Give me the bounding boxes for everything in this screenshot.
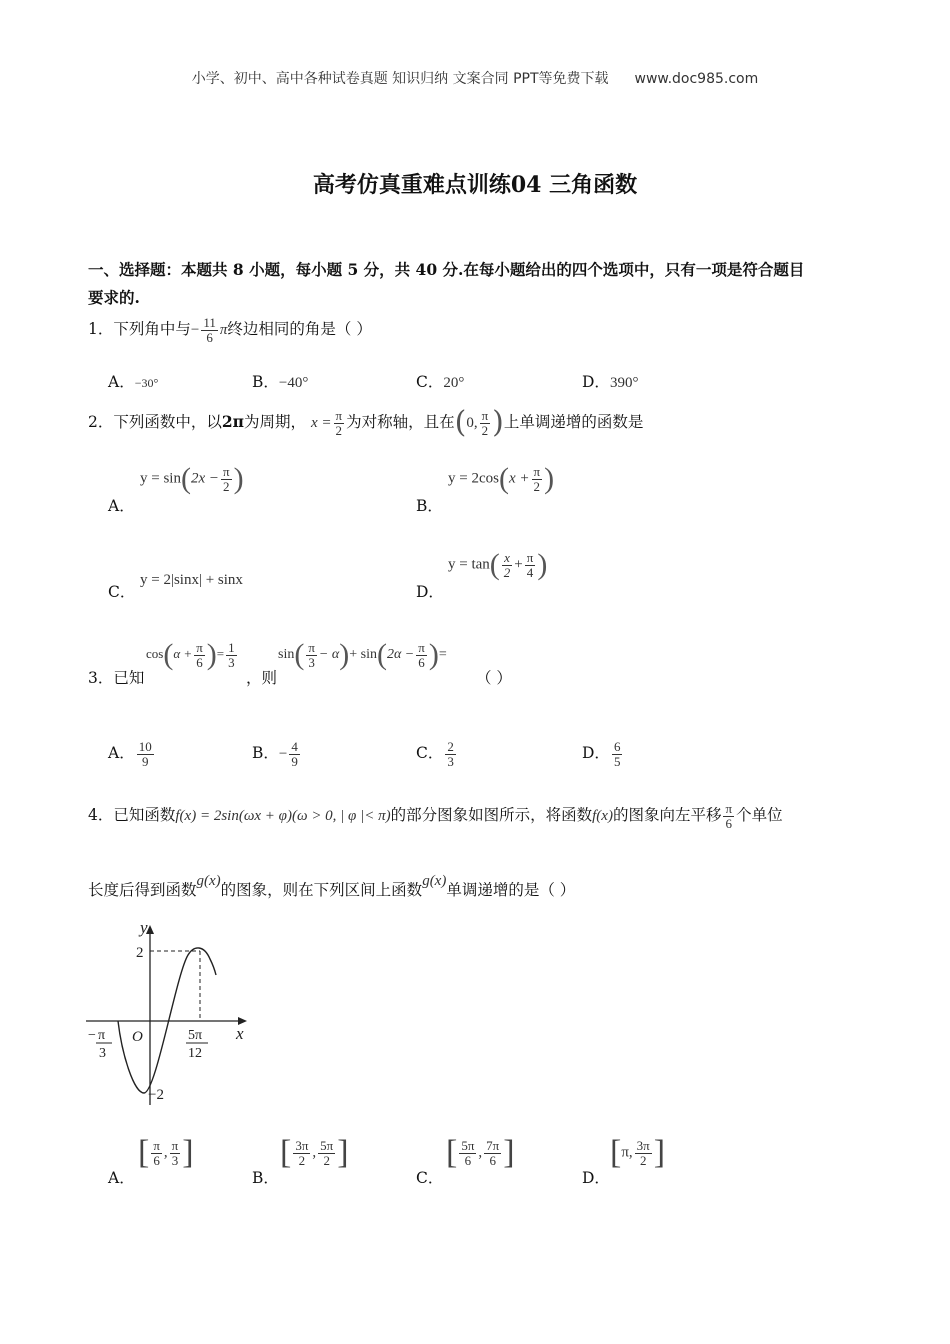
q2-a-lparen: (: [180, 462, 191, 495]
graph-origin-label: O: [132, 1029, 143, 1045]
q3-a-den: 9: [141, 753, 149, 769]
q3-target-expr: [278, 640, 447, 670]
graph-y-max-label: 2: [136, 945, 144, 961]
q3-option-c-label: C．: [416, 744, 444, 763]
q1-lead: 1．下列角中与: [88, 320, 191, 339]
q3-c-den: 6: [196, 654, 203, 670]
q3-sin1: sin: [278, 647, 295, 663]
q4-b-num1: 3π: [295, 1137, 309, 1153]
q4-gx2: g(x): [422, 873, 447, 889]
q4-a-frac2: [170, 1139, 181, 1167]
graph-x-right-num: 5π: [188, 1028, 203, 1043]
q3-c-opt-num: 2: [447, 739, 454, 754]
q2-axis-fraction: [334, 409, 345, 437]
q1-frac-num: 11: [203, 315, 216, 330]
q2-a-fraction: [221, 465, 232, 493]
graph-x-right-den: 12: [188, 1046, 202, 1061]
q2-d-lparen: (: [489, 548, 500, 581]
question-3-lead: 3．已知: [88, 669, 145, 687]
q2-lead: 2．下列函数中，以: [88, 413, 222, 431]
q2-mid: 为周期，: [244, 413, 307, 431]
page-title: 高考仿真重难点训练04 三角函数: [312, 172, 638, 198]
q4-a-rbracket: ]: [182, 1134, 194, 1171]
q4-b-num2: 5π: [320, 1137, 334, 1153]
q3-a-num: 10: [138, 739, 152, 754]
q1-option-d-label: D．: [582, 373, 610, 391]
q2-option-d-label[interactable]: D．: [416, 583, 444, 601]
q4-tail: 个单位: [736, 806, 783, 825]
q3-option-a[interactable]: [108, 740, 156, 768]
graph-x-left-num: π: [98, 1028, 106, 1043]
q1-option-d-value: 390°: [609, 375, 639, 391]
q4-shift-fraction: [723, 802, 734, 830]
q4-a-den2: 3: [171, 1152, 179, 1168]
q2-option-c-expr: y = 2|sinx| + sinx: [140, 572, 243, 588]
graph-x-left-den: 3: [99, 1046, 106, 1061]
q4-option-d-interval: [610, 1136, 665, 1170]
q3-s1-den: 3: [308, 654, 315, 670]
q3-v-den: 3: [228, 654, 235, 670]
q2-period: 2π: [221, 412, 245, 431]
q3-cos-fraction: [194, 641, 205, 669]
page-header: [0, 68, 950, 88]
q3-eq2: =: [438, 647, 447, 663]
q4-d-frac2: [635, 1139, 652, 1167]
q3-s1-num: π: [308, 639, 315, 655]
q3-eq: =: [216, 645, 225, 661]
q2-axis-x: x =: [310, 415, 332, 431]
q4-line2-b: 的图象，则在下列区间上函数: [220, 881, 423, 899]
q1-sign: −: [190, 322, 200, 339]
q3-option-b-label: B．: [252, 744, 279, 763]
q1-option-b[interactable]: [252, 370, 308, 392]
section-heading-line2: 要求的.: [88, 288, 140, 307]
q2-axis-num: π: [335, 407, 343, 423]
q1-option-b-value: −40°: [278, 375, 309, 391]
q2-option-c-label[interactable]: C．: [108, 583, 136, 601]
q4-b-rbracket: ]: [337, 1134, 349, 1171]
q3-s2-fraction: [416, 641, 427, 669]
q2-a-inner: 2x −: [190, 470, 219, 487]
q2-d-xden: 2: [503, 564, 511, 580]
q3-d-den: 5: [613, 753, 621, 769]
q4-mid2: 的图象向左平移: [612, 806, 722, 825]
q3-alpha: α +: [173, 645, 193, 661]
q2-option-a-label[interactable]: A．: [108, 497, 135, 515]
q3-d-num: 6: [613, 739, 621, 754]
q1-option-c[interactable]: [416, 370, 464, 392]
q3-v-num: 1: [228, 639, 235, 655]
q2-d-den: 4: [526, 564, 534, 580]
question-4-line1: [88, 802, 783, 830]
q4-option-a-interval: [ $\frac{\pi}{6}$ , $\frac{\pi}{3}$ ]: [138, 1134, 194, 1171]
graph-y-min-label: −2: [148, 1087, 164, 1103]
q3-then: ，则: [246, 669, 278, 687]
q2-option-a-expr: [140, 464, 244, 494]
q4-option-a-label[interactable]: A．: [108, 1169, 135, 1187]
q2-b-pre: y = 2cos: [448, 470, 499, 487]
q2-a-num: π: [223, 463, 230, 479]
q3-b-den: 9: [291, 753, 298, 769]
q3-s1-rparen: ): [339, 638, 350, 671]
q4-d-num2: 3π: [636, 1137, 650, 1153]
section-heading-line1: 一、选择题：本题共 8 小题，每小题 5 分，共 40 分.在每小题给出的四个选项中，只有一项是符合题目: [88, 260, 805, 279]
q3-option-a-fraction: [137, 740, 154, 768]
q2-int-a: 0,: [466, 415, 478, 431]
q4-shift-num: π: [725, 801, 733, 816]
q3-option-d-fraction: [612, 740, 623, 768]
q3-plus: + sin: [349, 647, 377, 663]
q4-b-den1: 2: [298, 1152, 306, 1168]
q4-a-frac1: [151, 1139, 162, 1167]
q2-int-den: 2: [481, 422, 489, 438]
q3-cos-lparen: (: [163, 638, 174, 671]
q4-option-c-label[interactable]: C．: [416, 1169, 444, 1187]
q4-shift-den: 6: [725, 815, 733, 831]
q3-option-b-fraction: [289, 740, 300, 768]
q1-option-a-value: −30°: [134, 376, 159, 390]
q4-b-frac1: [293, 1139, 310, 1167]
q2-b-num: π: [533, 463, 541, 479]
q4-line2-a: 长度后得到函数: [88, 881, 197, 899]
q3-cos: cos: [146, 645, 164, 661]
q2-int-fraction: [480, 409, 491, 437]
graph-x-left-sign: −: [88, 1028, 96, 1043]
q2-d-xnum: x: [504, 549, 510, 565]
q4-a-lbracket: [: [138, 1134, 150, 1171]
q3-b-sign: −: [278, 746, 288, 763]
q4-d-rbracket: ]: [653, 1134, 666, 1171]
q3-option-c[interactable]: [416, 740, 458, 768]
q2-int-num: π: [481, 407, 489, 423]
q4-lead: 4．已知函数: [88, 806, 176, 825]
q2-d-fraction: [525, 551, 536, 579]
q4-d-lbracket: [: [610, 1134, 622, 1171]
q4-option-c-interval: [ $\frac{5\pi}{6}$ , $\frac{7\pi}{6}$ ]: [446, 1134, 515, 1171]
q4-c-num2: 7π: [486, 1137, 500, 1153]
q2-d-xfraction: [502, 551, 513, 579]
q4-c-rbracket: ]: [503, 1134, 515, 1171]
q2-b-den: 2: [533, 478, 541, 494]
q4-b-lbracket: [: [280, 1134, 292, 1171]
q2-mid2: 为对称轴，且在: [346, 413, 455, 431]
q4-c-lbracket: [: [446, 1134, 458, 1171]
question-1-stem: [88, 316, 372, 344]
q2-open-paren: (: [454, 405, 467, 440]
q3-s2-lparen: (: [376, 638, 387, 671]
q1-tail: 终边相同的角是（ ）: [227, 320, 372, 339]
question-4-line2: [88, 873, 576, 900]
q3-s1-fraction: [306, 641, 317, 669]
q3-c-opt-den: 3: [447, 753, 454, 769]
header-text: 小学、初中、高中各种试卷真题 知识归纳 文案合同 PPT等免费下载: [191, 71, 609, 87]
q2-axis-den: 2: [335, 422, 343, 438]
q3-cos-rparen: ): [206, 638, 217, 671]
q4-option-b-interval: [ $\frac{3\pi}{2}$ , $\frac{5\pi}{2}$ ]: [280, 1134, 349, 1171]
q3-c-num: π: [196, 639, 203, 655]
q3-option-d[interactable]: [582, 740, 624, 768]
q2-option-b-expr: [448, 464, 554, 494]
q3-option-b[interactable]: [252, 740, 302, 768]
q4-option-d-label[interactable]: D．: [582, 1169, 610, 1187]
q3-s1-lparen: (: [294, 638, 305, 671]
q2-d-plus: +: [514, 556, 523, 573]
q1-option-c-label: C．: [416, 373, 444, 391]
q1-option-c-value: 20°: [443, 375, 465, 391]
q4-a-num1: π: [153, 1137, 160, 1153]
q2-b-fraction: [532, 465, 543, 493]
q3-option-d-label: D．: [582, 744, 610, 763]
q4-b-frac2: [318, 1139, 335, 1167]
q4-a-num2: π: [171, 1137, 179, 1153]
q3-option-a-label: A．: [108, 744, 135, 763]
q2-b-lparen: (: [498, 462, 509, 495]
q4-c-frac2: [484, 1139, 501, 1167]
q4-c-frac1: [459, 1139, 476, 1167]
q4-a-den1: 6: [153, 1152, 160, 1168]
q4-c-den2: 6: [489, 1152, 496, 1168]
graph-x-label: x: [236, 1024, 244, 1043]
q2-d-rparen: ): [537, 548, 548, 581]
q2-tail: 上单调递增的函数是: [503, 413, 644, 431]
q4-function-graph: [82, 915, 262, 1110]
q1-option-d[interactable]: [582, 370, 638, 392]
q4-b-den2: 2: [323, 1152, 330, 1168]
q3-paren: （ ）: [476, 669, 512, 687]
header-site-link[interactable]: www.doc985.com: [634, 71, 759, 87]
q3-s1-tail: − α: [318, 647, 340, 663]
q3-given-expr: [146, 640, 239, 670]
q4-c-den1: 6: [464, 1152, 472, 1168]
q3-s2-den: 6: [418, 654, 425, 670]
q2-close-paren: ): [492, 405, 504, 440]
q4-d-plain: π,: [621, 1144, 633, 1161]
q3-b-num: 4: [291, 739, 298, 754]
q3-s2-pre: 2α −: [386, 647, 415, 663]
q4-mid: 的部分图象如图所示，将函数: [390, 806, 593, 825]
q3-s2-rparen: ): [428, 638, 439, 671]
q4-func: f(x) = 2sin(ωx + φ)(ω > 0, | φ |< π): [175, 808, 391, 825]
q4-c-num1: 5π: [461, 1137, 475, 1153]
q4-fx: f(x): [592, 808, 613, 825]
q3-option-c-fraction: [445, 740, 456, 768]
graph-y-label: y: [140, 918, 148, 937]
q2-option-b-label[interactable]: B．: [416, 497, 443, 515]
q1-fraction: [201, 316, 218, 344]
q4-gx: g(x): [196, 873, 221, 889]
question-2-stem: [88, 405, 644, 440]
q2-option-d-expr: [448, 550, 547, 580]
q1-frac-den: 6: [206, 329, 213, 345]
q2-a-den: 2: [223, 478, 230, 494]
q4-line2-c: 单调递增的是（ ）: [446, 881, 576, 899]
q2-b-inner: x +: [508, 470, 530, 487]
q3-s2-num: π: [418, 639, 425, 655]
q3-value-fraction: [226, 641, 237, 669]
q1-pi: π: [219, 322, 228, 339]
q2-b-rparen: ): [544, 462, 555, 495]
q2-a-rparen: ): [233, 462, 244, 495]
q1-option-a-label: A．: [108, 373, 135, 391]
q2-d-pre: y = tan: [448, 556, 490, 573]
q2-a-pre: y = sin: [140, 470, 181, 487]
q1-option-b-label: B．: [252, 373, 279, 391]
q1-option-a[interactable]: [108, 370, 158, 392]
q2-d-num: π: [526, 549, 534, 565]
q4-option-b-label[interactable]: B．: [252, 1169, 279, 1187]
q4-d-den2: 2: [639, 1152, 647, 1168]
